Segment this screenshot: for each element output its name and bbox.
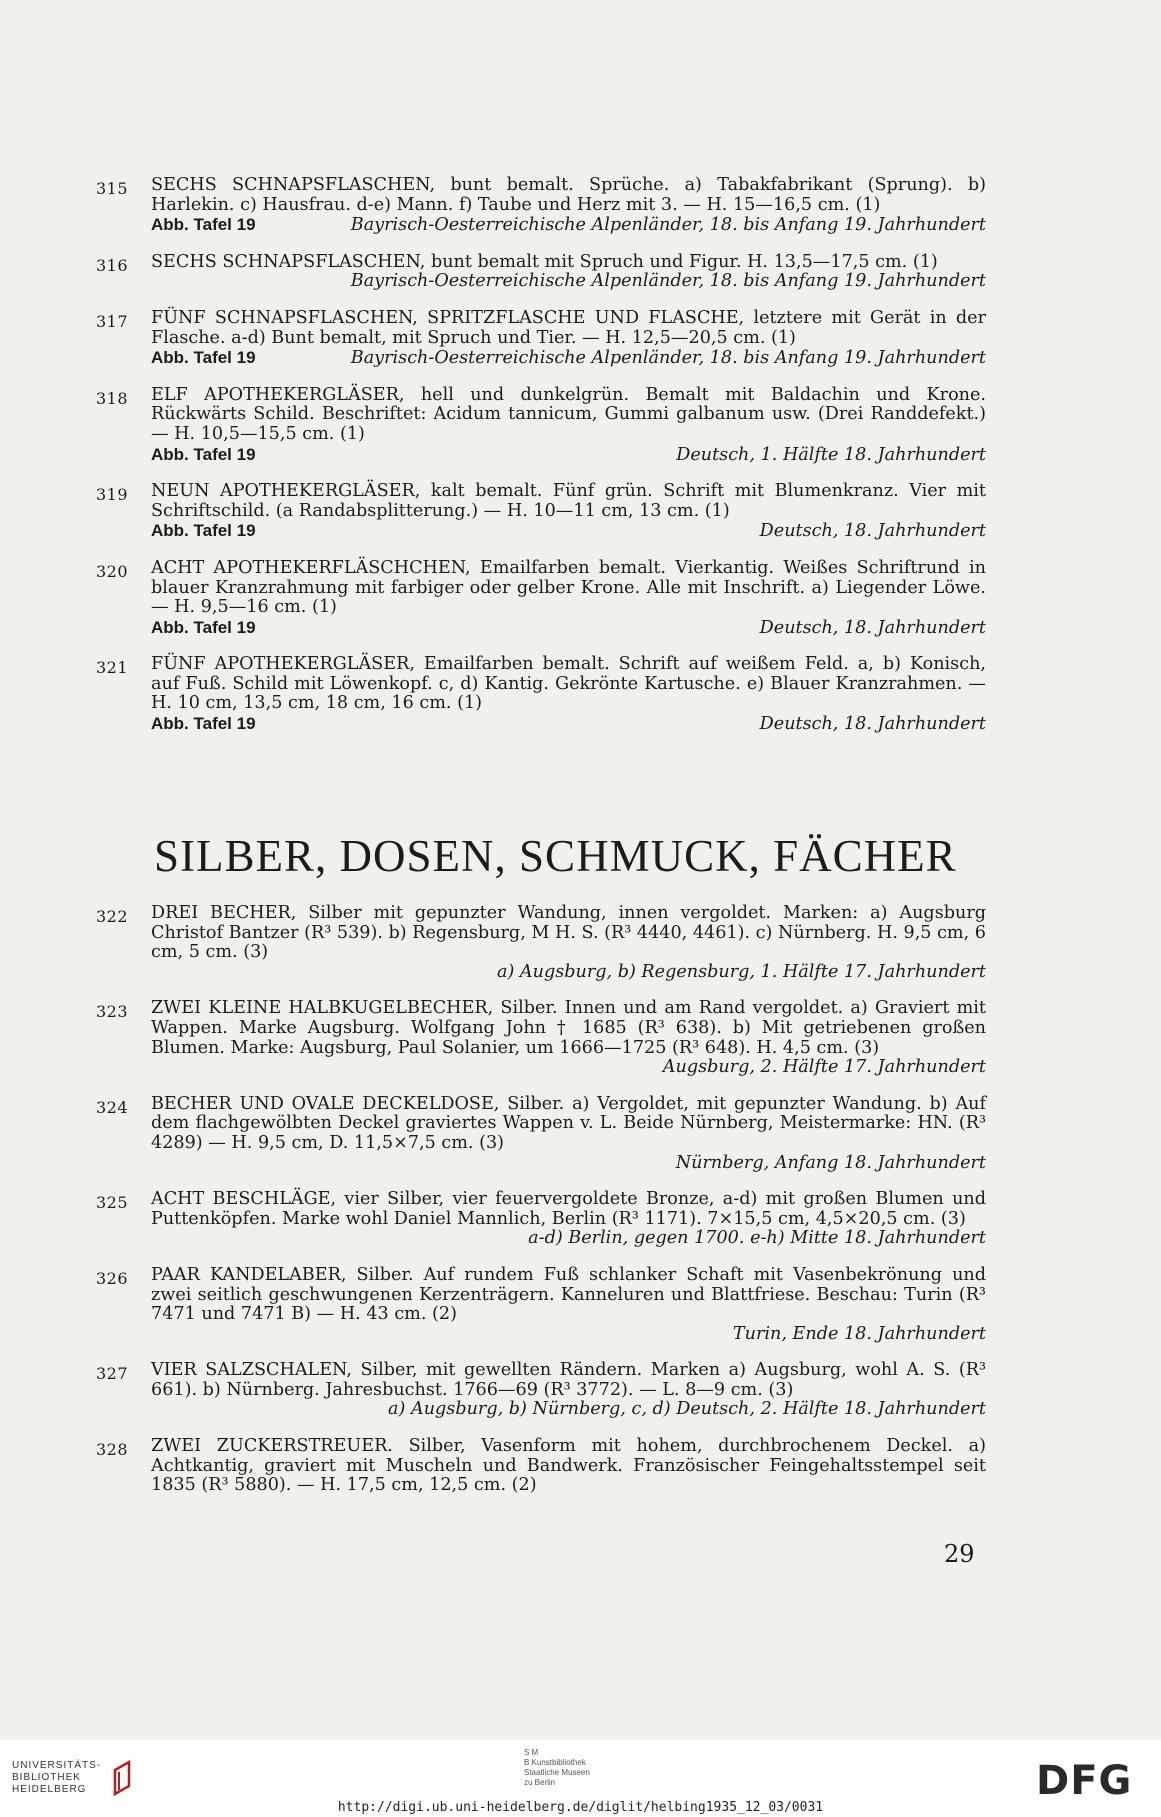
- entry-number: 317: [96, 311, 129, 331]
- entry-number: 322: [96, 907, 129, 926]
- entry-origin: Deutsch, 18. Jahrhundert: [759, 714, 986, 735]
- catalog-entry: [96, 655, 986, 734]
- entry-description: FÜNF APOTHEKERGLÄSER, Emailfarben bemalt. Schrift auf weißem Feld. a, b) Konisch, auf Fuß. Schild mit Löwenkopf. c, d) Kantig. Gekrönte Kartusche. e) Blauer Kranzrahmen. — H. 10 cm, 13,5 cm, 18 cm, 16 cm. (1): [151, 654, 986, 714]
- plate-reference: Abb. Tafel 19: [151, 444, 256, 464]
- entry-description: FÜNF SCHNAPSFLASCHEN, SPRITZFLASCHE UND FLASCHE, letztere mit Gerät in der Flasche. a-d) Bunt bemalt, mit Spruch und Tier. — H. 12,5—20,5 cm. (1): [151, 307, 986, 348]
- entry-footer: [151, 963, 986, 983]
- entry-footer: [151, 714, 986, 735]
- entry-number: 325: [96, 1193, 129, 1213]
- catalog-entry: [96, 176, 986, 236]
- entry-description: SECHS SCHNAPSFLASCHEN, bunt bemalt mit Spruch und Figur. H. 13,5—17,5 cm. (1): [151, 251, 938, 272]
- section-heading: SILBER, DOSEN, SCHMUCK, FÄCHER: [154, 831, 957, 881]
- plate-reference: Abb. Tafel 19: [151, 617, 256, 637]
- catalog-entry: [96, 1190, 986, 1249]
- entry-number: 327: [96, 1364, 129, 1384]
- catalog-entry: [96, 386, 986, 465]
- entry-footer: [151, 1325, 986, 1345]
- entry-origin: Bayrisch-Oesterreichische Alpenländer, 18. bis Anfang 19. Jahrhundert: [350, 215, 986, 236]
- entry-footer: [151, 348, 986, 369]
- entry-origin: Bayrisch-Oesterreichische Alpenländer, 18. bis Anfang 19. Jahrhundert: [350, 348, 986, 369]
- plate-reference: Abb. Tafel 19: [151, 348, 256, 368]
- catalog-entries-bottom: [96, 904, 986, 1513]
- library-name: UNIVERSITÄTS- BIBLIOTHEK HEIDELBERG: [12, 1760, 102, 1795]
- entry-number: 320: [96, 561, 129, 581]
- entry-footer: [151, 521, 986, 542]
- entry-number: 326: [96, 1268, 129, 1288]
- entry-description: ACHT APOTHEKERFLÄSCHCHEN, Emailfarben bemalt. Vierkantig. Weißes Schriftrund in blauer Kranzrahmung mit farbiger oder gelber Krone. Alle mit Inschrift. a) Liegender Löwe. — H. 9,5—16 cm. (1): [151, 557, 986, 618]
- plate-reference: Abb. Tafel 19: [151, 521, 256, 541]
- entry-origin: a) Augsburg, b) Regensburg, 1. Hälfte 17. Jahrhundert: [496, 961, 986, 982]
- catalog-entry: [96, 309, 986, 369]
- entry-number: 323: [96, 1002, 129, 1022]
- entry-number: 324: [96, 1097, 129, 1117]
- entry-description: DREI BECHER, Silber mit gepunzter Wandung, innen vergoldet. Marken: a) Augsburg Christof Bantzer (R³ 539). b) Regensburg, M H. S. (R³ 4440, 4461). c) Nürnberg. H. 9,5 cm, 6 cm, 5 cm. (3): [151, 903, 986, 963]
- page-number: 29: [944, 1540, 975, 1568]
- entry-origin: Turin, Ende 18. Jahrhundert: [732, 1323, 986, 1344]
- entry-description: ZWEI ZUCKERSTREUER. Silber, Vasenform mit hohem, durchbrochenem Deckel. a) Achtkantig, graviert mit Muscheln und Bandwerk. Französischer Feingehaltsstempel seit 1835 (R³ 5880). — H. 17,5 cm, 12,5 cm. (2): [151, 1436, 986, 1496]
- entry-origin: Deutsch, 1. Hälfte 18. Jahrhundert: [676, 444, 986, 465]
- catalog-entry: [96, 1437, 986, 1496]
- entry-footer: [151, 445, 986, 466]
- entry-description: BECHER UND OVALE DECKELDOSE, Silber. a) Vergoldet, mit gepunzter Wandung. b) Auf dem flachgewölbten Deckel graviertes Wappen v. L. Beide Nürnberg, Meistermarke: HN. (R³ 4289) — H. 9,5 cm, D. 11,5×7,5 cm. (3): [151, 1093, 986, 1153]
- entry-origin: Augsburg, 2. Hälfte 17. Jahrhundert: [662, 1057, 986, 1078]
- entry-description: ACHT BESCHLÄGE, vier Silber, vier feuervergoldete Bronze, a-d) mit großen Blumen und Puttenköpfen. Marke wohl Daniel Mannlich, Berlin (R³ 1171). 7×15,5 cm, 4,5×20,5 cm. (3): [151, 1189, 986, 1229]
- entry-footer: [151, 618, 986, 639]
- entry-description: SECHS SCHNAPSFLASCHEN, bunt bemalt. Sprüche. a) Tabakfabrikant (Sprung). b) Harlekin. c) Hausfrau. d-e) Mann. f) Taube und Herz mit 3. — H. 15—16,5 cm. (1): [151, 175, 986, 215]
- entry-number: 318: [96, 388, 129, 408]
- entry-origin: Nürnberg, Anfang 18. Jahrhundert: [675, 1152, 986, 1173]
- entry-origin: a-d) Berlin, gegen 1700. e-h) Mitte 18. Jahrhundert: [528, 1228, 986, 1249]
- entry-footer: [151, 1400, 986, 1420]
- catalog-entry: [96, 1361, 986, 1420]
- catalog-entry: [96, 559, 986, 638]
- catalog-entries-top: [96, 176, 986, 752]
- catalog-entry: [96, 253, 986, 292]
- library-logo[interactable]: [12, 1758, 137, 1798]
- entry-number: 319: [96, 485, 129, 505]
- entry-origin: Deutsch, 18. Jahrhundert: [759, 617, 986, 638]
- entry-origin: Bayrisch-Oesterreichische Alpenländer, 18. bis Anfang 19. Jahrhundert: [350, 271, 986, 292]
- entry-number: 315: [96, 179, 129, 198]
- page-url[interactable]: http://digi.ub.uni-heidelberg.de/diglit/helbing1935_12_03/0031: [337, 1800, 824, 1815]
- entry-origin: a) Augsburg, b) Nürnberg, c, d) Deutsch, 2. Hälfte 18. Jahrhundert: [388, 1399, 986, 1420]
- entry-description: ZWEI KLEINE HALBKUGELBECHER, Silber. Innen und am Rand vergoldet. a) Graviert mit Wappen. Marke Augsburg. Wolfgang John † 1685 (R³ 638). b) Mit getriebenen großen Blumen. Marke: Augsburg, Paul Solanier, um 1666—1725 (R³ 648). H. 4,5 cm. (3): [151, 998, 986, 1058]
- library-emblem-icon: [107, 1758, 137, 1798]
- catalog-entry: [96, 904, 986, 982]
- entry-description: ELF APOTHEKERGLÄSER, hell und dunkelgrün. Bemalt mit Baldachin und Krone. Rückwärts Schild. Beschriftet: Acidum tannicum, Gummi galbanum usw. (Drei Randdefekt.) — H. 10,5—15,5 cm. (1): [151, 384, 986, 444]
- library-stamp: S M B Kunstbibliothek Staatliche Museen zu Berlin: [524, 1748, 590, 1787]
- dfg-logo[interactable]: DFG: [1036, 1758, 1133, 1804]
- entry-footer: [151, 215, 986, 236]
- entry-footer: [151, 272, 986, 292]
- entry-description: NEUN APOTHEKERGLÄSER, kalt bemalt. Fünf grün. Schrift mit Blumenkranz. Vier mit Schriftschild. (a Randabsplitterung.) — H. 10—11 cm, 13 cm. (1): [151, 481, 986, 521]
- entry-number: 316: [96, 255, 129, 275]
- plate-reference: Abb. Tafel 19: [151, 714, 256, 734]
- viewer-footer: [0, 1740, 1161, 1817]
- entry-footer: [151, 1229, 986, 1249]
- catalog-entry: [96, 482, 986, 542]
- catalog-entry: [96, 999, 986, 1077]
- entry-description: PAAR KANDELABER, Silber. Auf rundem Fuß schlanker Schaft mit Vasenbekrönung und zwei seitlich geschwungenen Kerzenträgern. Kanneluren und Blattfriese. Beschau: Turin (R³ 7471 und 7471 B) — H. 43 cm. (2): [151, 1264, 986, 1325]
- entry-footer: [151, 1154, 986, 1174]
- entry-number: 328: [96, 1440, 129, 1460]
- plate-reference: Abb. Tafel 19: [151, 215, 256, 235]
- catalog-entry: [96, 1266, 986, 1344]
- entry-footer: [151, 1058, 986, 1078]
- entry-number: 321: [96, 658, 129, 678]
- entry-origin: Deutsch, 18. Jahrhundert: [759, 521, 986, 542]
- catalog-entry: [96, 1095, 986, 1173]
- entry-description: VIER SALZSCHALEN, Silber, mit gewellten Rändern. Marken a) Augsburg, wohl A. S. (R³ 661). b) Nürnberg. Jahresbuchst. 1766—69 (R³ 3772). — L. 8—9 cm. (3): [151, 1360, 986, 1400]
